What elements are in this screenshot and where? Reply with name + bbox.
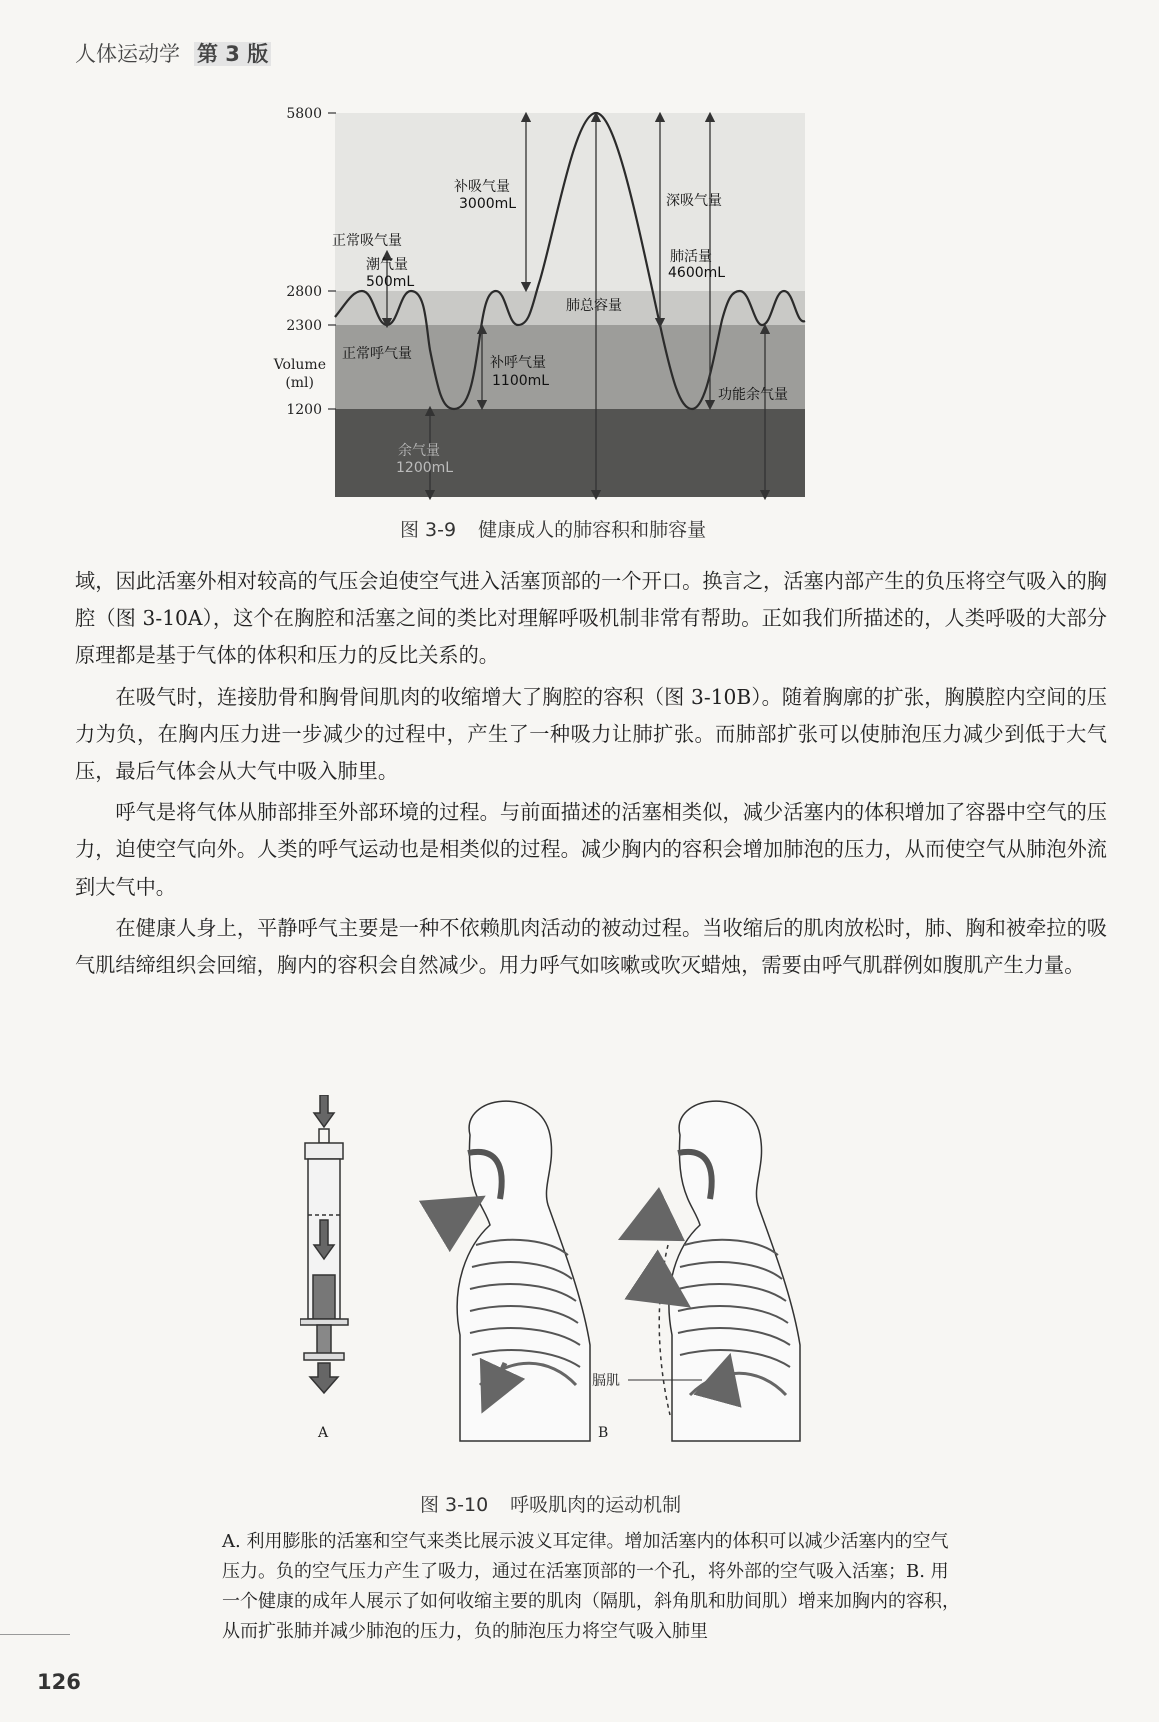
- book-title: 人体运动学: [75, 42, 180, 66]
- label-normal-expiration: 正常呼气量: [342, 346, 412, 362]
- figure-3-9-title: 健康成人的肺容积和肺容量: [478, 519, 707, 541]
- tick-5800: 5800: [286, 106, 322, 122]
- tick-1200: 1200: [286, 402, 322, 418]
- label-irv-value: 3000mL: [459, 196, 517, 212]
- tick-2800: 2800: [286, 284, 322, 300]
- figure-3-10-number: 图 3-10: [420, 1494, 489, 1516]
- figure-lung-volumes: [260, 105, 900, 555]
- panel-b-label: B: [598, 1425, 609, 1441]
- label-normal-inspiration: 正常吸气量: [332, 233, 402, 249]
- tick-2300: 2300: [286, 318, 322, 334]
- label-tlc: 肺总容量: [566, 298, 622, 314]
- label-tidal-value: 500mL: [366, 274, 415, 290]
- label-tidal: 潮气量: [366, 257, 408, 273]
- label-vc: 肺活量: [670, 249, 712, 265]
- figure-3-10-legend: A. 利用膨胀的活塞和空气来类比展示波义耳定律。增加活塞内的体积可以减少活塞内的空气压力。负的空气压力产生了吸力，通过在活塞顶部的一个孔，将外部的空气吸入活塞；B. 用一个健康的成年人展示了如何收缩主要的肌肉（隔肌，斜角肌和肋间肌）增来加胸内的容积，从而扩张肺并减少肺泡的压力，负的肺泡压力将空气吸入肺里: [222, 1531, 960, 1642]
- syringe-drawing: [300, 1095, 348, 1393]
- figure-3-10-caption: [420, 1490, 681, 1517]
- y-axis-unit: (ml): [285, 375, 314, 391]
- paragraph-3: 呼气是将气体从肺部排至外部环境的过程。与前面描述的活塞相类似，减少活塞内的体积增加了容器中空气的压力，迫使空气向外。人类的呼气运动也是相类似的过程。减少胸内的容积会增加肺泡的压力，从而使空气从肺泡外流到大气中。: [75, 800, 1107, 899]
- breathing-illustration: [300, 1095, 920, 1535]
- lung-volume-diagram: [260, 105, 900, 555]
- label-frc: 功能余气量: [718, 387, 788, 403]
- figure-3-9-caption: [400, 515, 706, 542]
- torso-exhale-drawing: [628, 1101, 800, 1441]
- paragraph-1: 域，因此活塞外相对较高的气压会迫使空气进入活塞顶部的一个开口。换言之，活塞内部产生的负压将空气吸入的胸腔（图 3-10A），这个在胸腔和活塞之间的类比对理解呼吸机制非常有帮助。正如我们所描述的，人类呼吸的大部分原理都是基于气体的体积和压力的反比关系的。: [75, 569, 1107, 668]
- footer-rule: [0, 1634, 70, 1635]
- body-text: [75, 563, 1107, 984]
- paragraph-4: 在健康人身上，平静呼气主要是一种不依赖肌肉活动的被动过程。当收缩后的肌肉放松时，肺、胸和被牵拉的吸气肌结缔组织会回缩，胸内的容积会自然减少。用力呼气如咳嗽或吹灭蜡烛，需要由呼气肌群例如腹肌产生力量。: [75, 915, 1107, 978]
- label-irv: 补吸气量: [454, 179, 510, 195]
- label-rv-value: 1200mL: [396, 460, 454, 476]
- paragraph-2: 在吸气时，连接肋骨和胸骨间肌肉的收缩增大了胸腔的容积（图 3-10B）。随着胸廓的扩张，胸膜腔内空间的压力为负，在胸内压力进一步减少的过程中，产生了一种吸力让肺扩张。而肺部扩张可以使肺泡压力减少到低于大气压，最后气体会从大气中吸入肺里。: [75, 684, 1107, 784]
- page-number: 126: [37, 1670, 81, 1694]
- edition-badge: 第 3 版: [194, 42, 271, 66]
- panel-a-label: A: [318, 1425, 329, 1441]
- figure-breathing-mechanics: [300, 1095, 920, 1535]
- y-axis-label: Volume: [273, 357, 326, 373]
- label-vc-value: 4600mL: [668, 265, 726, 281]
- running-header: [75, 38, 271, 68]
- label-rv: 余气量: [398, 443, 440, 459]
- label-erv: 补呼气量: [490, 355, 546, 371]
- label-diaphragm: 膈肌: [592, 1373, 620, 1389]
- label-ic: 深吸气量: [666, 193, 722, 209]
- torso-inhale-drawing: [440, 1101, 590, 1441]
- label-erv-value: 1100mL: [492, 373, 550, 389]
- figure-3-9-number: 图 3-9: [400, 519, 457, 541]
- figure-3-10-title: 呼吸肌肉的运动机制: [510, 1494, 682, 1516]
